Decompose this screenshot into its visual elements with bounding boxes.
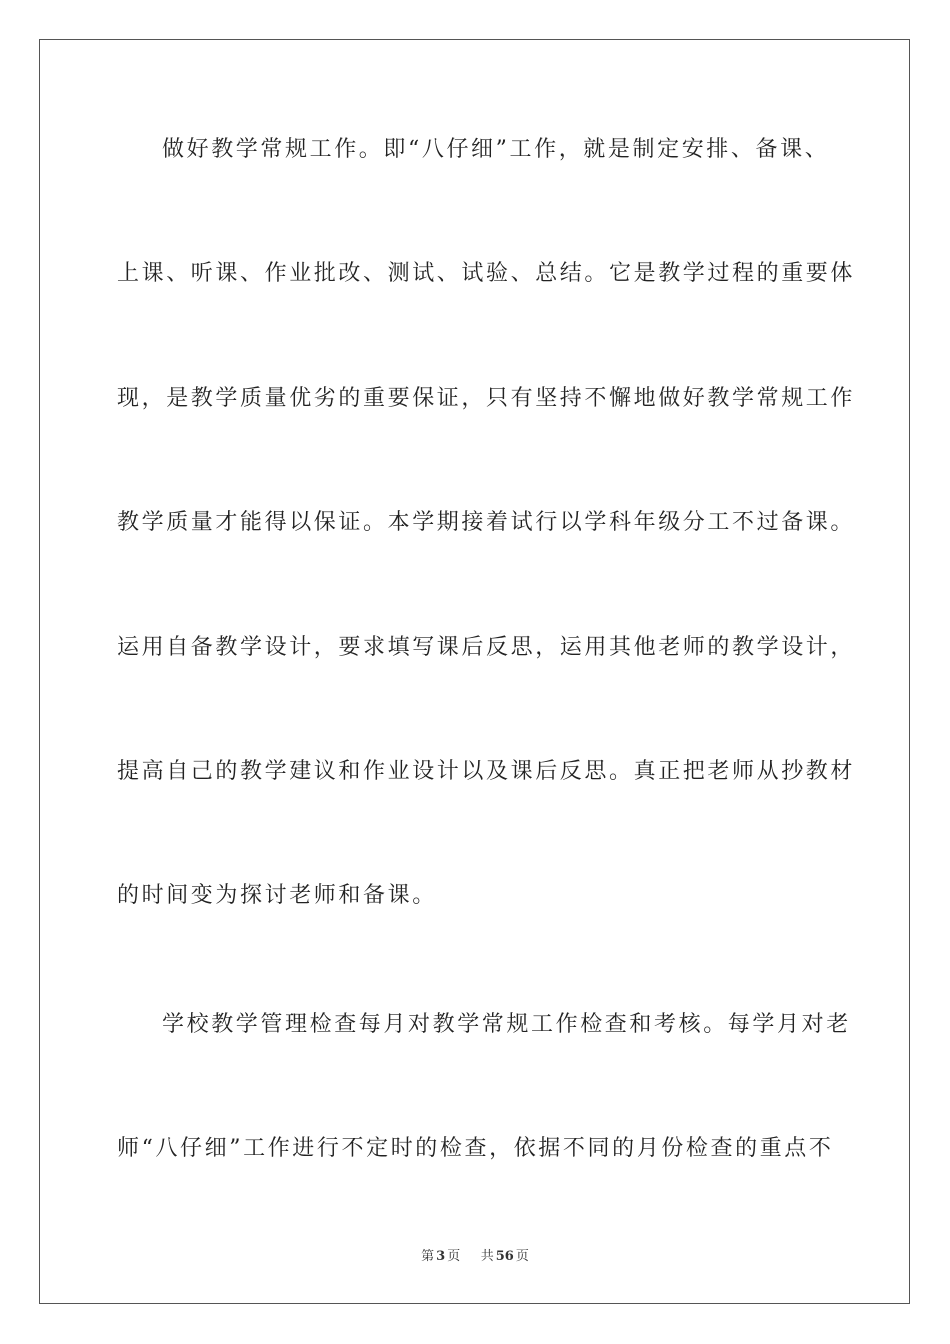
paragraph-line: 运用自备教学设计，要求填写课后反思，运用其他老师的教学设计，: [117, 635, 856, 660]
page-suffix: 页: [447, 1249, 461, 1264]
paragraph-line: 现，是教学质量优劣的重要保证，只有坚持不懈地做好教学常规工作: [117, 386, 856, 411]
paragraph-line: 提高自己的教学建议和作业设计以及课后反思。真正把老师从抄教材: [117, 759, 856, 784]
paragraph-line: 师“八仔细”工作进行不定时的检查，依据不同的月份检查的重点不: [117, 1136, 834, 1161]
total-suffix: 页: [515, 1249, 529, 1264]
paragraph-line: 教学质量才能得以保证。本学期接着试行以学科年级分工不过备课。: [117, 510, 856, 535]
total-pages: 56: [495, 1249, 514, 1264]
paragraph-line: 学校教学管理检查每月对教学常规工作检查和考核。每学月对老: [162, 1012, 851, 1037]
page-prefix: 第: [421, 1249, 435, 1264]
page-footer: [0, 1248, 950, 1266]
page-border: [39, 39, 910, 1304]
paragraph-line: 做好教学常规工作。即“八仔细”工作，就是制定安排、备课、: [162, 137, 830, 162]
page-number: 3: [436, 1249, 446, 1264]
total-prefix: 共: [480, 1249, 494, 1264]
paragraph-line: 的时间变为探讨老师和备课。: [117, 883, 437, 908]
paragraph-line: 上课、听课、作业批改、测试、试验、总结。它是教学过程的重要体: [117, 261, 856, 286]
